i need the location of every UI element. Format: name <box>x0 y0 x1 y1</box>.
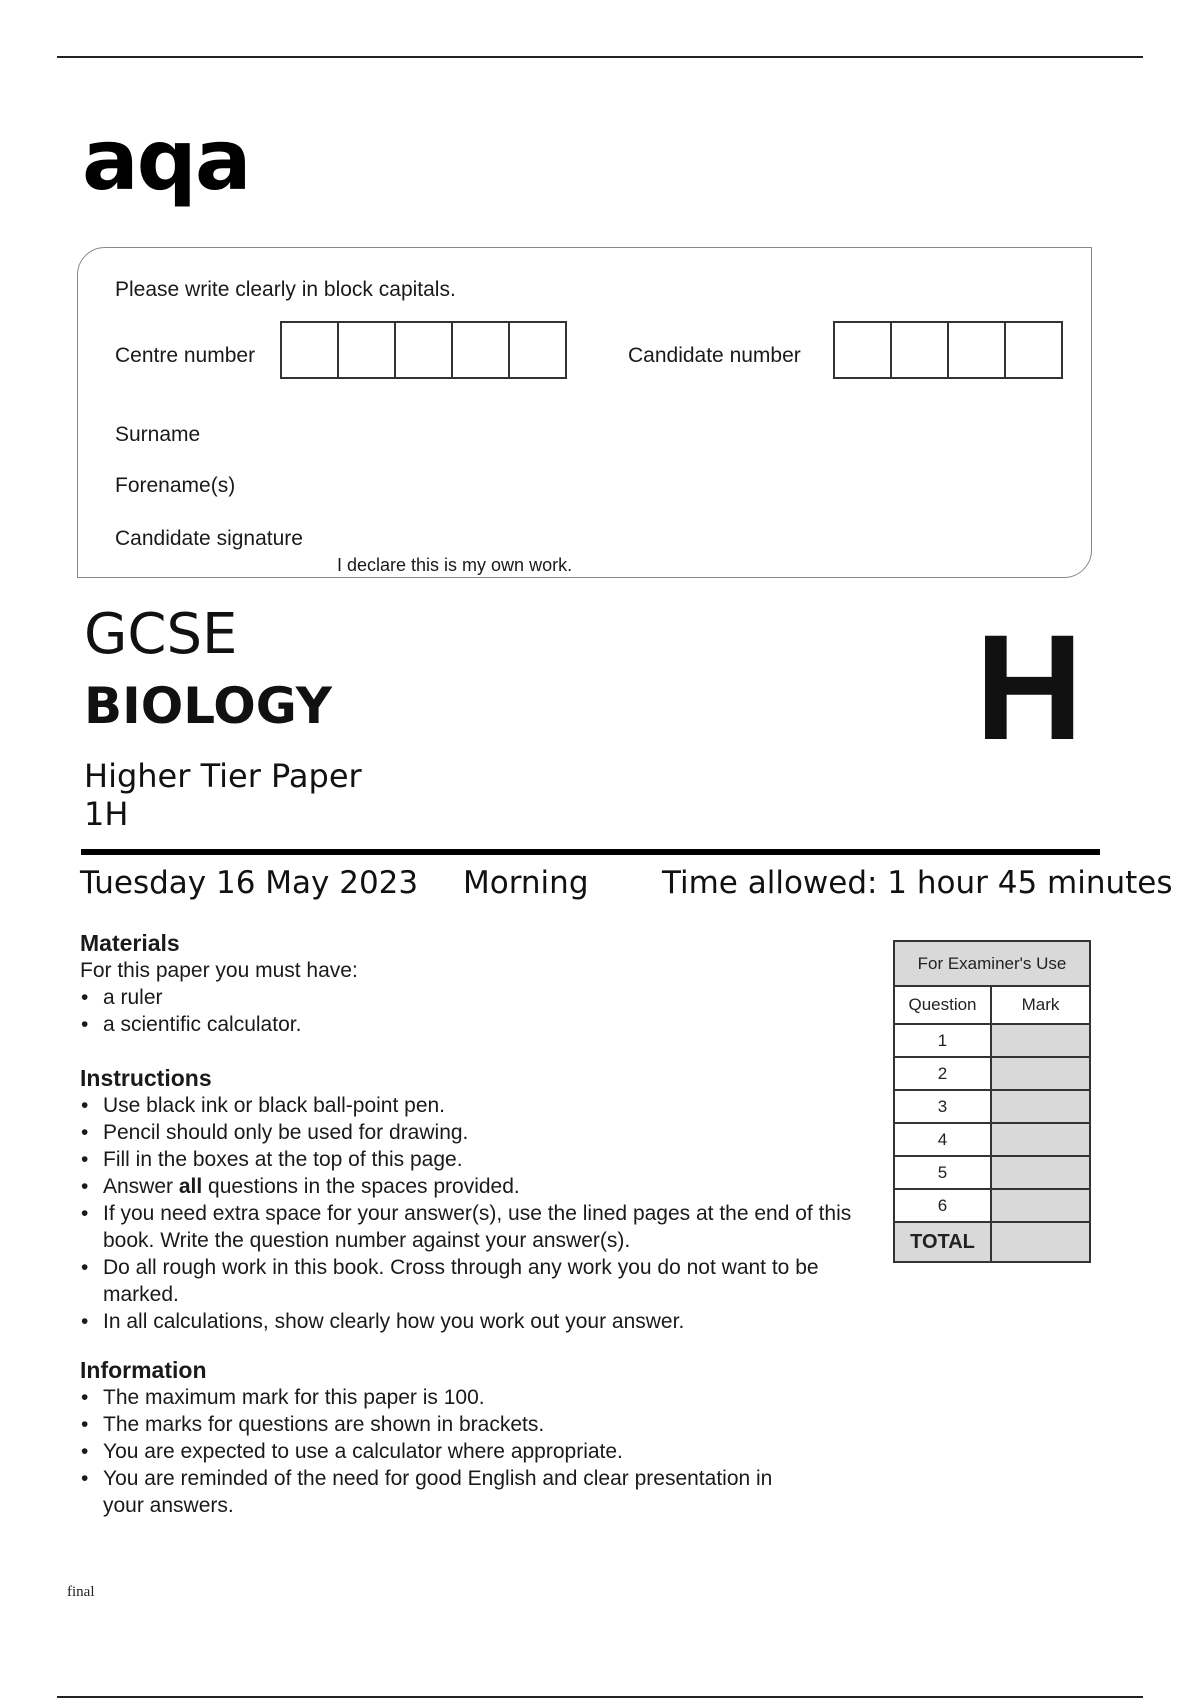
examiner-table-title: For Examiner's Use <box>894 941 1090 986</box>
forenames-label: Forename(s) <box>115 474 236 497</box>
question-number: 5 <box>894 1156 991 1189</box>
list-item: • The maximum mark for this paper is 100. <box>80 1384 860 1411</box>
mark-cell <box>991 1156 1090 1189</box>
instructions-heading: Instructions <box>80 1065 212 1091</box>
centre-number-boxes <box>280 321 567 379</box>
qualification-title: GCSE <box>84 602 238 667</box>
list-item: • In all calculations, show clearly how you work out your answer. <box>80 1308 860 1335</box>
candidate-number-label: Candidate number <box>628 344 801 367</box>
total-mark-cell <box>991 1222 1090 1262</box>
centre-number-label: Centre number <box>115 344 256 367</box>
surname-label: Surname <box>115 423 201 446</box>
table-row <box>894 1057 1090 1090</box>
information-heading: Information <box>80 1357 207 1383</box>
information-list <box>80 1384 860 1519</box>
materials-intro: For this paper you must have: <box>80 959 358 982</box>
candidate-number-box[interactable] <box>835 323 892 377</box>
question-number: 4 <box>894 1123 991 1156</box>
exam-date: Tuesday 16 May 2023 <box>80 865 419 901</box>
declaration-text: I declare this is my own work. <box>337 555 573 575</box>
question-number: 1 <box>894 1024 991 1057</box>
answer-all-instruction: Answer all questions in the spaces provided. <box>103 1175 520 1198</box>
information-section <box>80 1356 860 1519</box>
list-item: • a ruler <box>80 984 860 1011</box>
list-item: • If you need extra space for your answer(s), use the lined pages at the end of this book. Write the question number against your answer(s). <box>80 1200 863 1254</box>
centre-number-box[interactable] <box>282 323 339 377</box>
tier-paper-line1: Higher Tier Paper <box>84 757 362 795</box>
bottom-rule <box>57 1696 1143 1698</box>
footer-tag: final <box>67 1584 95 1600</box>
table-row <box>894 1123 1090 1156</box>
instructions-section <box>80 1064 860 1335</box>
list-item: • Pencil should only be used for drawing. <box>80 1119 860 1146</box>
materials-section <box>80 929 860 1038</box>
list-item: • Fill in the boxes at the top of this page. <box>80 1146 860 1173</box>
mark-cell <box>991 1057 1090 1090</box>
mark-cell <box>991 1123 1090 1156</box>
candidate-number-box[interactable] <box>949 323 1006 377</box>
materials-heading: Materials <box>80 930 180 956</box>
tier-paper-line2: 1H <box>84 795 129 834</box>
list-item: • a scientific calculator. <box>80 1011 860 1038</box>
tier-letter: H <box>975 603 1084 771</box>
candidate-number-boxes <box>833 321 1063 379</box>
materials-list <box>80 984 860 1038</box>
mark-column-header: Mark <box>991 986 1090 1024</box>
list-item: • The marks for questions are shown in brackets. <box>80 1411 860 1438</box>
list-item: • Use black ink or black ball-point pen. <box>80 1092 860 1119</box>
tier-paper-title <box>84 757 362 834</box>
list-item: • Do all rough work in this book. Cross through any work you do not want to be marked. <box>80 1254 823 1308</box>
table-row <box>894 1090 1090 1123</box>
centre-number-box[interactable] <box>453 323 510 377</box>
question-column-header: Question <box>894 986 991 1024</box>
mark-cell <box>991 1189 1090 1222</box>
instructions-list <box>80 1092 860 1335</box>
mark-cell <box>991 1090 1090 1123</box>
centre-number-box[interactable] <box>396 323 453 377</box>
exam-session: Morning <box>463 865 589 901</box>
list-item: • You are reminded of the need for good English and clear presentation in your answers. <box>80 1465 803 1519</box>
time-allowed: Time allowed: 1 hour 45 minutes <box>662 865 1173 901</box>
examiner-use-table <box>893 940 1091 1263</box>
question-number: 3 <box>894 1090 991 1123</box>
subject-title: BIOLOGY <box>84 677 332 735</box>
total-label: TOTAL <box>894 1222 991 1262</box>
table-row <box>894 1156 1090 1189</box>
question-number: 2 <box>894 1057 991 1090</box>
candidate-number-box[interactable] <box>1006 323 1061 377</box>
list-item: • You are expected to use a calculator where appropriate. <box>80 1438 860 1465</box>
list-item <box>80 1173 860 1200</box>
top-rule <box>57 56 1143 58</box>
mark-cell <box>991 1024 1090 1057</box>
table-row <box>894 1189 1090 1222</box>
candidate-signature-label: Candidate signature <box>115 527 303 550</box>
title-divider <box>81 849 1100 855</box>
total-row <box>894 1222 1090 1262</box>
candidate-number-box[interactable] <box>892 323 949 377</box>
centre-number-box[interactable] <box>510 323 565 377</box>
table-row <box>894 1024 1090 1057</box>
block-capitals-instruction: Please write clearly in block capitals. <box>115 278 456 301</box>
question-number: 6 <box>894 1189 991 1222</box>
centre-number-box[interactable] <box>339 323 396 377</box>
aqa-logo: aqa <box>82 111 250 209</box>
